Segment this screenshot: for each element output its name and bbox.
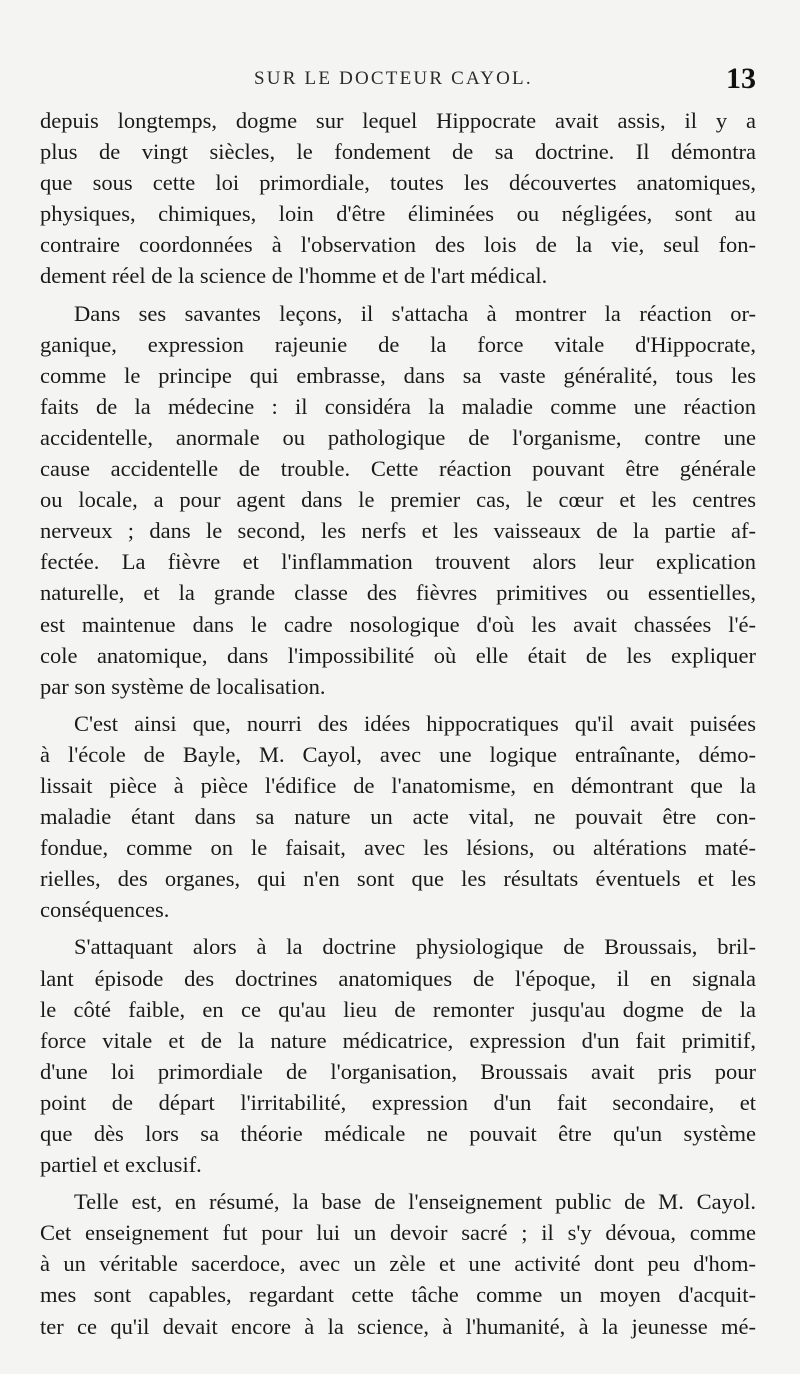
text-line: S'attaquant alors à la doctrine physiologique de Broussais, bril- bbox=[74, 934, 756, 960]
text-line: point de départ l'irritabilité, expression d'un fait secondaire, et bbox=[40, 1089, 756, 1115]
text-line: le côté faible, en ce qu'au lieu de remonter jusqu'au dogme de la bbox=[40, 996, 756, 1022]
text-line: plus de vingt siècles, le fondement de sa doctrine. Il démontra bbox=[40, 139, 756, 165]
text-line: contraire coordonnées à l'observation des lois de la vie, seul fon- bbox=[40, 232, 756, 258]
text-line: que sous cette loi primordiale, toutes les découvertes anatomiques, bbox=[40, 170, 756, 196]
text-line: depuis longtemps, dogme sur lequel Hippocrate avait assis, il y a bbox=[40, 108, 756, 133]
text-line: à l'école de Bayle, M. Cayol, avec une logique entraînante, démo- bbox=[40, 741, 756, 767]
text-line: ou locale, a pour agent dans le premier cas, le cœur et les centres bbox=[40, 487, 756, 513]
text-line: mes sont capables, regardant cette tâche comme un moyen d'acquit- bbox=[40, 1282, 756, 1308]
text-line: cause accidentelle de trouble. Cette réaction pouvant être générale bbox=[40, 456, 756, 482]
paragraph bbox=[40, 708, 756, 926]
text-line: comme le principe qui embrasse, dans sa vaste généralité, tous les bbox=[40, 362, 756, 388]
text-line: que dès lors sa théorie médicale ne pouvait être qu'un système bbox=[40, 1121, 756, 1146]
text-line: nerveux ; dans le second, les nerfs et les vaisseaux de la partie af- bbox=[40, 518, 756, 544]
text-line: fondue, comme on le faisait, avec les lésions, ou altérations maté- bbox=[40, 835, 756, 861]
paragraph bbox=[40, 105, 756, 292]
paragraph bbox=[40, 298, 756, 702]
text-line: Dans ses savantes leçons, il s'attacha à montrer la réaction or- bbox=[74, 300, 756, 326]
text-line: est maintenue dans le cadre nosologique d'où les avait chassées l'é- bbox=[40, 611, 756, 637]
text-line: ter ce qu'il devait encore à la science, à l'humanité, à la jeunesse mé- bbox=[40, 1313, 756, 1339]
text-line: fectée. La fièvre et l'inflammation trouvent alors leur explication bbox=[40, 549, 756, 575]
text-line: partiel et exclusif. bbox=[40, 1152, 202, 1178]
text-line: accidentelle, anormale ou pathologique de l'organisme, contre une bbox=[40, 424, 756, 450]
text-line: force vitale et de la nature médicatrice, expression d'un fait primitif, bbox=[40, 1027, 756, 1053]
text-line: maladie étant dans sa nature un acte vital, ne pouvait être con- bbox=[40, 804, 756, 830]
text-line: cole anatomique, dans l'impossibilité où elle était de les expliquer bbox=[40, 642, 756, 668]
text-line: dement réel de la science de l'homme et de l'art médical. bbox=[40, 263, 548, 289]
text-line: Cet enseignement fut pour lui un devoir sacré ; il s'y dévoua, comme bbox=[40, 1220, 756, 1246]
text-line: lant épisode des doctrines anatomiques de l'époque, il en signala bbox=[40, 965, 756, 991]
page-header bbox=[0, 62, 800, 96]
text-line: Telle est, en résumé, la base de l'enseignement public de M. Cayol. bbox=[74, 1189, 756, 1215]
text-line: conséquences. bbox=[40, 897, 170, 923]
body-text bbox=[40, 105, 756, 1342]
paragraph bbox=[40, 931, 756, 1180]
text-line: ganique, expression rajeunie de la force vitale d'Hippocrate, bbox=[40, 331, 756, 357]
text-line: lissait pièce à pièce l'édifice de l'anatomisme, en démontrant que la bbox=[40, 772, 756, 798]
text-line: d'une loi primordiale de l'organisation, Broussais avait pris pour bbox=[40, 1058, 756, 1084]
text-line: par son système de localisation. bbox=[40, 673, 326, 699]
text-line: à un véritable sacerdoce, avec un zèle et une activité dont peu d'hom- bbox=[40, 1251, 756, 1277]
page-number: 13 bbox=[726, 62, 756, 95]
paragraph bbox=[40, 1186, 756, 1341]
text-line: faits de la médecine : il considéra la maladie comme une réaction bbox=[40, 393, 756, 419]
text-line: C'est ainsi que, nourri des idées hippocratiques qu'il avait puisées bbox=[74, 710, 756, 736]
text-line: rielles, des organes, qui n'en sont que les résultats éventuels et les bbox=[40, 866, 756, 892]
text-line: naturelle, et la grande classe des fièvres primitives ou essentielles, bbox=[40, 580, 756, 606]
running-title: SUR LE DOCTEUR CAYOL. bbox=[254, 68, 533, 89]
text-line: physiques, chimiques, loin d'être éliminées ou négligées, sont au bbox=[40, 201, 756, 227]
